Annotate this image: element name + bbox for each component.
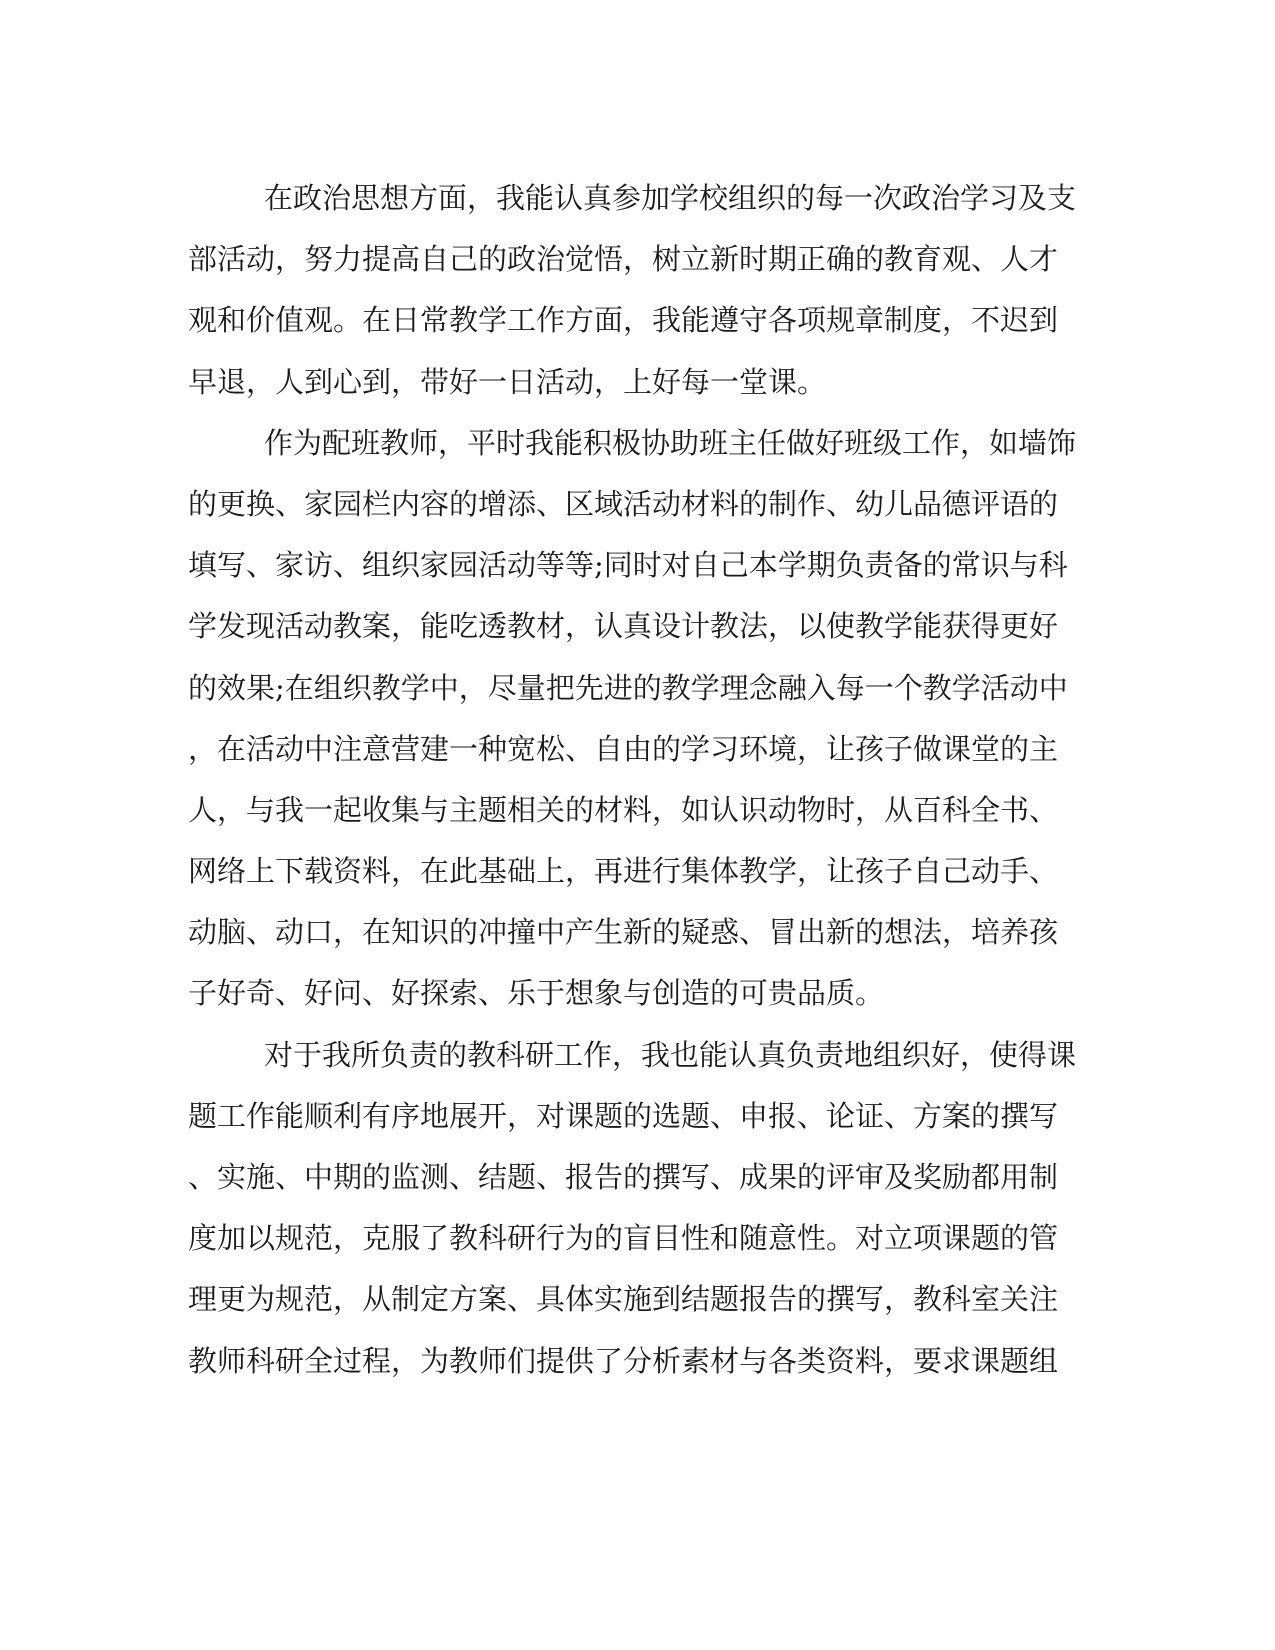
text-line: 的更换、家园栏内容的增添、区域活动材料的制作、幼儿品德评语的 [188,486,1059,521]
paragraph-research-work [188,1025,1077,1392]
text-line: 子好奇、好问、好探索、乐于想象与创造的可贵品质。 [188,976,885,1011]
text-line: 作为配班教师，平时我能积极协助班主任做好班级工作，如墙饰 [264,425,1077,460]
text-line: 题工作能顺利有序地展开，对课题的选题、申报、论证、方案的撰写 [188,1098,1059,1133]
text-line: 、实施、中期的监测、结题、报告的撰写、成果的评审及奖励都用制 [188,1160,1059,1194]
text-line: 人，与我一起收集与主题相关的材料，如认识动物时，从百科全书、 [188,792,1059,827]
text-line: 动脑、动口，在知识的冲撞中产生新的疑惑、冒出新的想法，培养孩 [188,915,1059,950]
paragraph-assistant-teacher [188,413,1077,1025]
text-line: 理更为规范，从制定方案、具体实施到结题报告的撰写，教科室关注 [188,1282,1059,1317]
text-line: 早退，人到心到，带好一日活动，上好每一堂课。 [188,364,827,399]
text-line: 在政治思想方面，我能认真参加学校组织的每一次政治学习及支 [264,181,1077,215]
text-line: 对于我所负责的教科研工作，我也能认真负责地组织好，使得课 [264,1037,1077,1072]
text-line: 的效果;在组织教学中，尽量把先进的教学理念融入每一个教学活动中 [188,670,1068,705]
text-line: 部活动，努力提高自己的政治觉悟，树立新时期正确的教育观、人才 [188,242,1059,277]
text-line: 教师科研全过程，为教师们提供了分析素材与各类资料，要求课题组 [188,1343,1059,1378]
text-line: 度加以规范，克服了教科研行为的盲目性和随意性。对立项课题的管 [188,1221,1059,1256]
text-line: ，在活动中注意营建一种宽松、自由的学习环境，让孩子做课堂的主 [188,731,1059,766]
text-line: 网络上下载资料，在此基础上，再进行集体教学，让孩子自己动手、 [188,854,1059,889]
text-line: 观和价值观。在日常教学工作方面，我能遵守各项规章制度，不迟到 [188,303,1059,338]
paragraph-political-thought [188,168,1077,413]
body-text [188,168,1077,1392]
text-line: 学发现活动教案，能吃透教材，认真设计教法，以使教学能获得更好 [188,609,1059,644]
text-line: 填写、家访、组织家园活动等等;同时对自己本学期负责备的常识与科 [188,548,1068,583]
